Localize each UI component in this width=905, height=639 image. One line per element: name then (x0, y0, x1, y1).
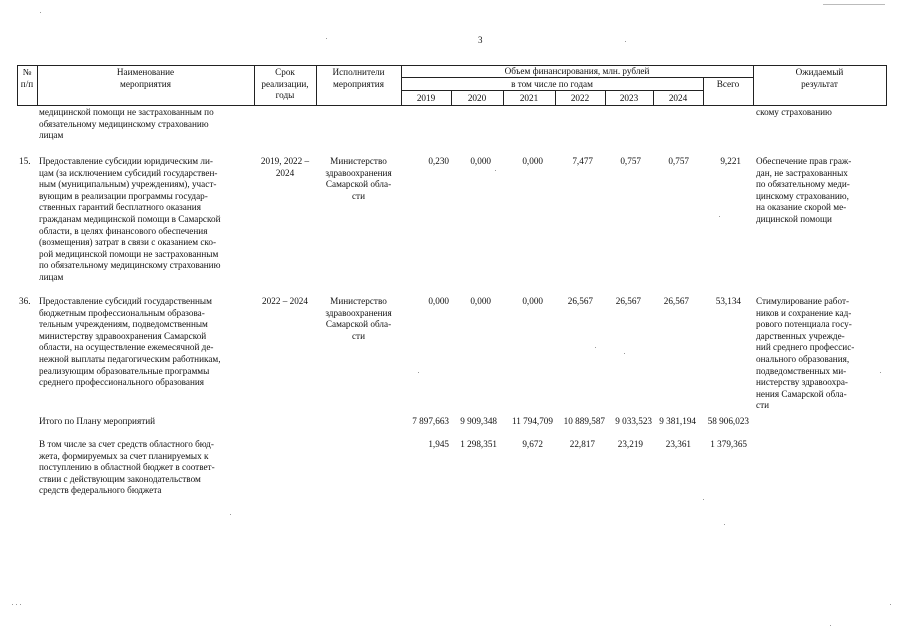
total-value-2022: 10 889,587 (563, 416, 605, 426)
row-value-2021: 0,000 (522, 296, 543, 306)
row-result: Стимулирование работ- ников и сохранение кад- рового потенциала госу- дарственных учрежде- ний среднего профессис- онального образования, подведомственных ми- нистерству здравоохра- нения Самарской обла- сти (756, 296, 855, 411)
regional-value-2022: 22,817 (569, 439, 595, 449)
row-value-2022: 7,477 (572, 156, 593, 166)
row-value-2019: 0,000 (428, 296, 449, 306)
row-value-2020: 0,000 (470, 296, 491, 306)
row-value-2019: 0,230 (428, 156, 449, 166)
top-edge-line (823, 4, 885, 5)
continuation-result: скому страхованию (756, 107, 832, 117)
total-grand: 58 906,023 (707, 416, 749, 426)
row-total: 53,134 (715, 296, 741, 306)
header-year: 2022 (570, 93, 590, 103)
row-value-2022: 26,567 (567, 296, 593, 306)
row-total: 9,221 (720, 156, 741, 166)
continuation-name: медицинской помощи не застрахованным по обязательному медицинскому страхованию лицам (39, 107, 214, 141)
total-value-2023: 9 033,523 (615, 416, 652, 426)
total-label: Итого по Плану мероприятий (39, 416, 156, 426)
row-value-2023: 26,567 (615, 296, 641, 306)
row-number: 36. (19, 296, 31, 306)
page-number: 3 (478, 35, 483, 45)
total-value-2020: 9 909,348 (460, 416, 497, 426)
regional-total: 1 379,365 (710, 439, 747, 449)
row-value-2021: 0,000 (522, 156, 543, 166)
header-term: Срок реализации, годы (261, 67, 309, 101)
row-value-2024: 26,567 (663, 296, 689, 306)
header-year: 2020 (467, 93, 487, 103)
row-result: Обеспечение прав граж- дан, не застрахованных по обязательному меди- цинскому страхованию, на оказание скорой ме- дицинской помощи (756, 156, 852, 224)
header-name: Наименование мероприятия (116, 67, 175, 89)
row-value-2023: 0,757 (620, 156, 641, 166)
header-executors: Исполнители мероприятия (332, 67, 385, 89)
header-total: Всего (716, 79, 740, 89)
row-value-2024: 0,757 (668, 156, 689, 166)
row-executor: Министерство здравоохранения Самарской обла- сти (325, 296, 392, 341)
row-executor: Министерство здравоохранения Самарской обла- сти (325, 156, 392, 201)
total-value-2024: 9 381,194 (659, 416, 696, 426)
regional-value-2024: 23,361 (665, 439, 691, 449)
row-name: Предоставление субсидии юридическим ли- цам (за исключением субсидий государствен- ным (муниципальным) учреждениям), участ- вующим в реализации программы государ- ственных гарантий бесплатного оказания гражданам медицинской помощи в Самарской области, в целях финансового обеспечения (возмещения) затрат в связи с оказанием ско- рой медицинской помощи не застрахованным по обязательному медицинскому страхованию лицам (39, 156, 221, 282)
row-name: Предоставление субсидий государственным бюджетным профессиональным образова- тельным учреждениям, подведомственным министерству здравоохранения Самарской области, на осуществление ежемесячной де- нежной выплаты педагогическим работникам, реализующим образовательные программы среднего профессионального образования (39, 296, 221, 388)
regional-value-2021: 9,672 (522, 439, 543, 449)
header-result: Ожидаемый результат (795, 67, 844, 89)
header-by-years: в том числе по годам (511, 79, 593, 89)
header-year: 2024 (668, 93, 688, 103)
header-year: 2021 (519, 93, 539, 103)
header-num: № п/п (20, 67, 34, 89)
header-funding: Объем финансирования, млн. рублей (504, 66, 650, 76)
regional-value-2020: 1 298,351 (460, 439, 497, 449)
total-value-2021: 11 794,709 (511, 416, 553, 426)
header-year: 2019 (416, 93, 436, 103)
regional-value-2019: 1,945 (428, 439, 449, 449)
total-value-2019: 7 897,663 (412, 416, 449, 426)
regional-label: В том числе за счет средств областного бюд- жета, формируемых за счет планируемых к поступлению в областной бюджет в соответ- ствии с действующим законодательством средств федерального бюджета (39, 439, 215, 496)
row-term: 2019, 2022 – 2024 (260, 156, 310, 178)
row-term: 2022 – 2024 (262, 296, 308, 306)
regional-value-2023: 23,219 (617, 439, 643, 449)
header-year: 2023 (619, 93, 639, 103)
row-value-2020: 0,000 (470, 156, 491, 166)
row-number: 15. (19, 156, 31, 166)
